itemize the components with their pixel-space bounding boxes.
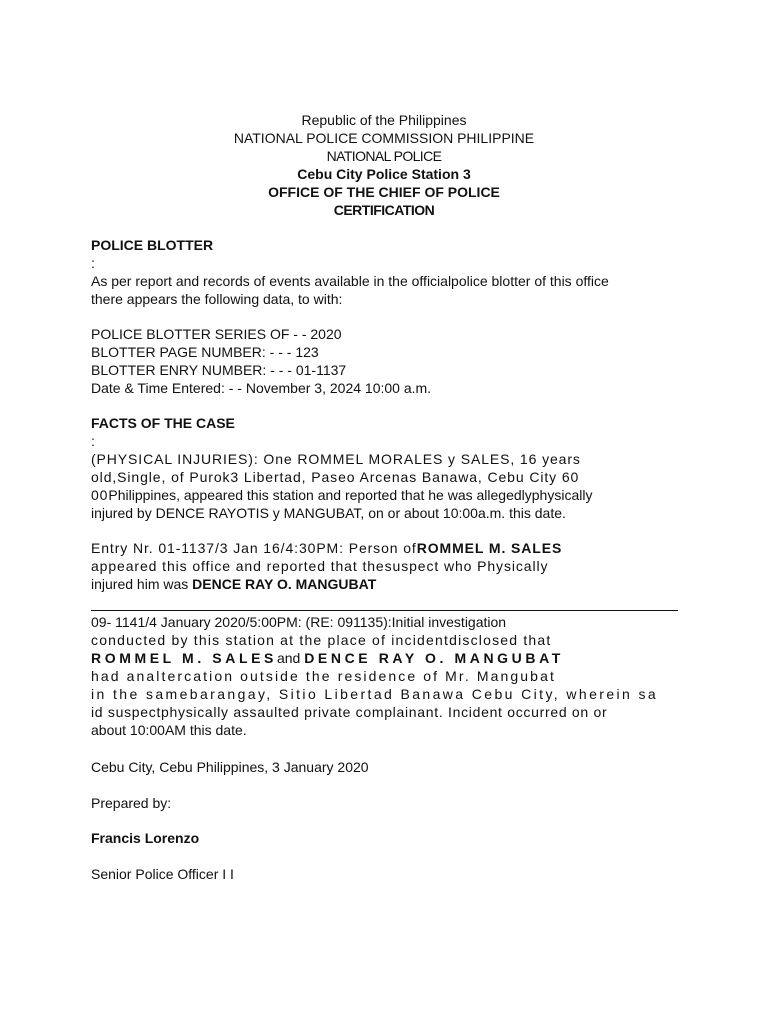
facts-line3	[91, 486, 681, 504]
blotter-details	[91, 325, 681, 397]
investigation-names-line	[91, 649, 681, 667]
blotter-series: POLICE BLOTTER SERIES OF - - 2020	[91, 326, 342, 342]
entry-line2: appeared this office and reported that thesuspect who Physically	[91, 558, 549, 574]
signatory-rank	[91, 865, 681, 883]
entry-line3	[91, 575, 681, 593]
facts-line4: injured by DENCE RAYOTIS y MANGUBAT, on or about 10:00a.m. this date.	[91, 505, 566, 521]
facts-heading: FACTS OF THE CASE	[91, 415, 235, 431]
prepared-by	[91, 794, 681, 812]
header-commission: NATIONAL POLICE COMMISSION PHILIPPINE	[233, 130, 535, 146]
section-divider	[91, 610, 678, 611]
investigation-and: and	[276, 650, 301, 666]
entry-suspect-name: DENCE RAY O. MANGUBAT	[192, 576, 377, 592]
investigation-line4: had analtercation outside the residence of Mr. Mangubat	[91, 668, 556, 684]
facts-section	[91, 414, 681, 522]
investigation-section	[91, 613, 681, 739]
entry-line1	[91, 539, 681, 557]
entry-person-name: ROMMEL M. SALES	[416, 540, 563, 556]
entry-line1-text: Entry Nr. 01-1137/3 Jan 16/4:30PM: Person of	[91, 540, 417, 556]
header-station: Cebu City Police Station 3	[297, 166, 471, 182]
police-blotter-section	[91, 236, 681, 308]
facts-line3-zip: 00	[91, 487, 109, 503]
investigation-line2: conducted by this station at the place of incidentdisclosed that	[91, 632, 552, 648]
blotter-entry-number: BLOTTER ENRY NUMBER: - - - 01-1137	[91, 362, 347, 378]
header-national-police: NATIONAL POLICE	[326, 148, 442, 164]
investigation-line5: in the samebarangay, Sitio Libertad Banawa Cebu City, wherein sa	[91, 686, 659, 702]
document-header	[0, 111, 768, 219]
blotter-date-time: Date & Time Entered: - - November 3, 2024 10:00 a.m.	[91, 380, 432, 396]
signatory-name	[91, 829, 681, 847]
facts-line2: old,Single, of Purok3 Libertad, Paseo Arcenas Banawa, Cebu City 60	[91, 469, 580, 485]
entry-section	[91, 539, 681, 593]
facts-line1: (PHYSICAL INJURIES): One ROMMEL MORALES y SALES, 16 years	[91, 451, 581, 467]
police-blotter-colon: :	[91, 255, 95, 271]
header-certification: CERTIFICATION	[333, 202, 435, 218]
place-date	[91, 758, 681, 776]
investigation-name-complainant: ROMMEL M. SALES	[91, 650, 277, 666]
blotter-page-number: BLOTTER PAGE NUMBER: - - - 123	[91, 344, 319, 360]
signatory-rank-text: Senior Police Officer I I	[91, 866, 234, 882]
place-date-text: Cebu City, Cebu Philippines, 3 January 2020	[91, 759, 369, 775]
header-office: OFFICE OF THE CHIEF OF POLICE	[268, 184, 500, 200]
investigation-line1: 09- 1141/4 January 2020/5:00PM: (RE: 091135):Initial investigation	[91, 614, 507, 630]
prepared-by-label: Prepared by:	[91, 795, 172, 811]
facts-line3-text: Philippines, appeared this station and reported that he was allegedlyphysically	[108, 487, 593, 503]
blotter-intro-line2: there appears the following data, to with:	[91, 291, 343, 307]
facts-colon: :	[91, 433, 95, 449]
entry-line3-text: injured him was	[91, 576, 193, 592]
blotter-intro-line1: As per report and records of events available in the officialpolice blotter of this office	[91, 273, 609, 289]
investigation-line7: about 10:00AM this date.	[91, 722, 247, 738]
investigation-name-suspect: DENCE RAY O. MANGUBAT	[304, 650, 564, 666]
header-republic: Republic of the Philippines	[301, 112, 467, 128]
signatory-name-text: Francis Lorenzo	[91, 830, 200, 846]
investigation-line6: id suspectphysically assaulted private complainant. Incident occurred on or	[91, 704, 608, 720]
police-blotter-heading: POLICE BLOTTER	[91, 237, 214, 253]
